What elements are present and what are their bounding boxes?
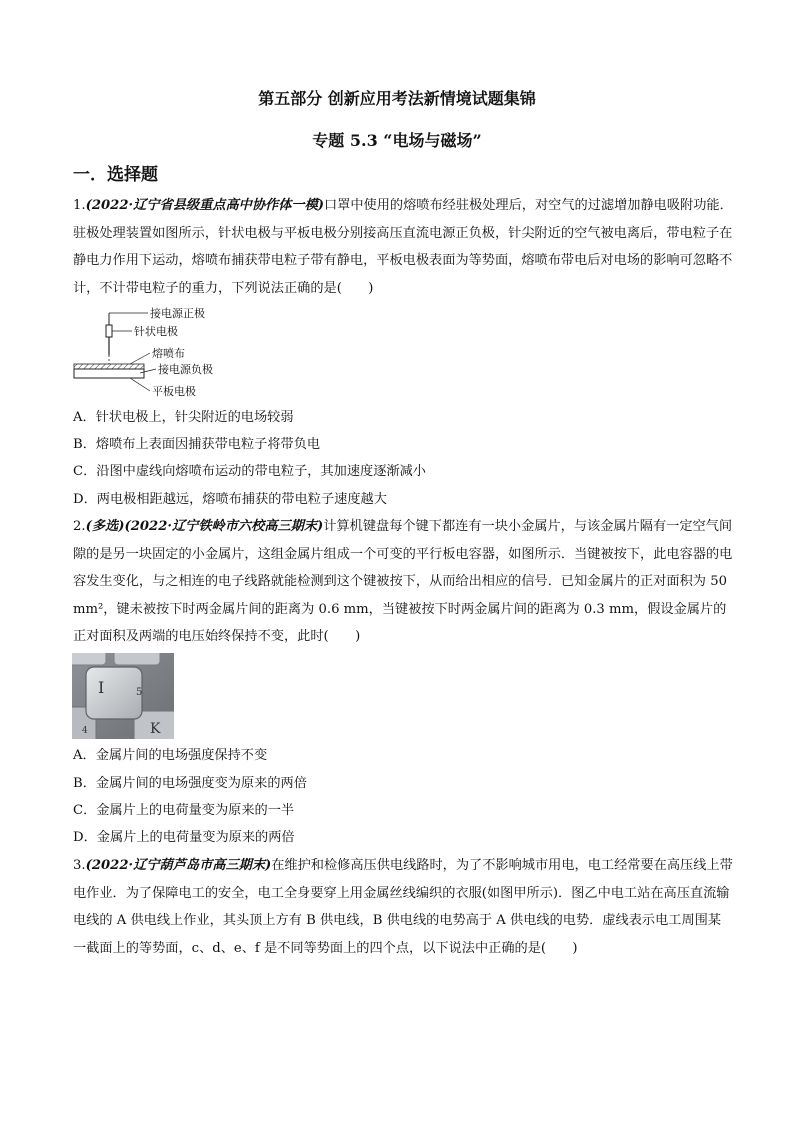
key-number-4: 4 <box>82 726 88 736</box>
meltblown-cloth <box>74 364 144 369</box>
keyboard-photo <box>72 653 174 739</box>
document-subtitle: 专题 5.3 “电场与磁场” <box>312 131 482 150</box>
label-positive-terminal: 接电源正极 <box>150 307 205 320</box>
label-needle-electrode: 针状电极 <box>134 325 178 338</box>
question-3-source: (2022·辽宁葫芦岛市高三期末) <box>85 858 272 873</box>
question-1-number: 1. <box>73 198 86 213</box>
q1-option-a: A．针状电极上，针尖附近的电场较弱 <box>73 410 294 425</box>
question-1-source: (2022·辽宁省县级重点高中协作体一模) <box>85 198 324 213</box>
section-heading: 一．选择题 <box>73 165 158 185</box>
label-negative-terminal: 接电源负极 <box>158 363 213 376</box>
q1-option-c: C．沿图中虚线向熔喷布运动的带电粒子，其加速度逐渐减小 <box>73 464 426 479</box>
main-key <box>86 667 142 719</box>
label-plate-electrode: 平板电极 <box>152 385 196 398</box>
q2-option-b: B．金属片间的电场强度变为原来的两倍 <box>73 776 307 791</box>
question-1 <box>73 192 733 302</box>
key-letter-i: I <box>98 678 105 697</box>
electret-device-figure <box>70 303 240 400</box>
question-3-number: 3. <box>73 858 86 873</box>
key-letter-k: K <box>150 721 161 737</box>
question-2 <box>73 513 733 651</box>
q2-option-d: D．金属片上的电荷量变为原来的两倍 <box>73 830 295 845</box>
key-number-5: 5 <box>136 687 143 698</box>
question-2-source: (2022·辽宁铁岭市六校高三期末) <box>124 519 324 534</box>
question-3 <box>73 852 733 962</box>
question-2-tag: (多选) <box>85 519 125 534</box>
q1-option-b: B．熔喷布上表面因捕获带电粒子将带负电 <box>73 437 321 452</box>
label-meltblown-cloth: 熔喷布 <box>152 347 185 360</box>
question-2-text: 计算机键盘每个键下都连有一块小金属片，与该金属片隔有一定空气间隙的是另一块固定的小金属片，这组金属片组成一个可变的平行板电容器，如图所示．当键被按下，此电容器的电容发生变化，与之相连的电子线路就能检测到这个键被按下，从而给出相应的信号．已知金属片的正对面积为 50 mm²，键未被按下时两金属片间的距离为 0.6 mm，当键被按下时两金属片间的距离为 0.3 mm，假设金属片的正对面积及两端的电压始终保持不变，此时( ) <box>73 519 733 644</box>
document-title: 第五部分 创新应用考法新情境试题集锦 <box>258 89 536 108</box>
question-1-text: 口罩中使用的熔喷布经驻极处理后，对空气的过滤增加静电吸附功能．驻极处理装置如图所示，针状电极与平板电极分别接高压直流电源正负极，针尖附近的空气被电离后，带电粒子在静电力作用下运动，熔喷布捕获带电粒子带有静电，平板电极表面为等势面，熔喷布带电后对电场的影响可忽略不计，不计带电粒子的重力，下列说法正确的是( ) <box>73 198 733 296</box>
q2-option-c: C．金属片上的电荷量变为原来的一半 <box>73 803 295 818</box>
q2-option-a: A．金属片间的电场强度保持不变 <box>73 748 268 763</box>
question-2-number: 2. <box>73 519 86 534</box>
needle-body <box>106 325 112 337</box>
question-3-text: 在维护和检修高压供电线路时，为了不影响城市用电，电工经常要在高压线上带电作业．为了保障电工的安全，电工全身要穿上用金属丝线编织的衣服(如图甲所示)．图乙中电工站在高压直流输电线的 A 供电线上作业，其头顶上方有 B 供电线，B 供电线的电势高于 A 供电线的电势．虚线表示电工周围某一截面上的等势面，c、d、e、f 是不同等势面上的四个点，以下说法中正确的是( ) <box>73 858 733 956</box>
q1-option-d: D．两电极相距越远，熔喷布捕获的带电粒子速度越大 <box>73 492 387 507</box>
plate-electrode <box>74 369 144 378</box>
